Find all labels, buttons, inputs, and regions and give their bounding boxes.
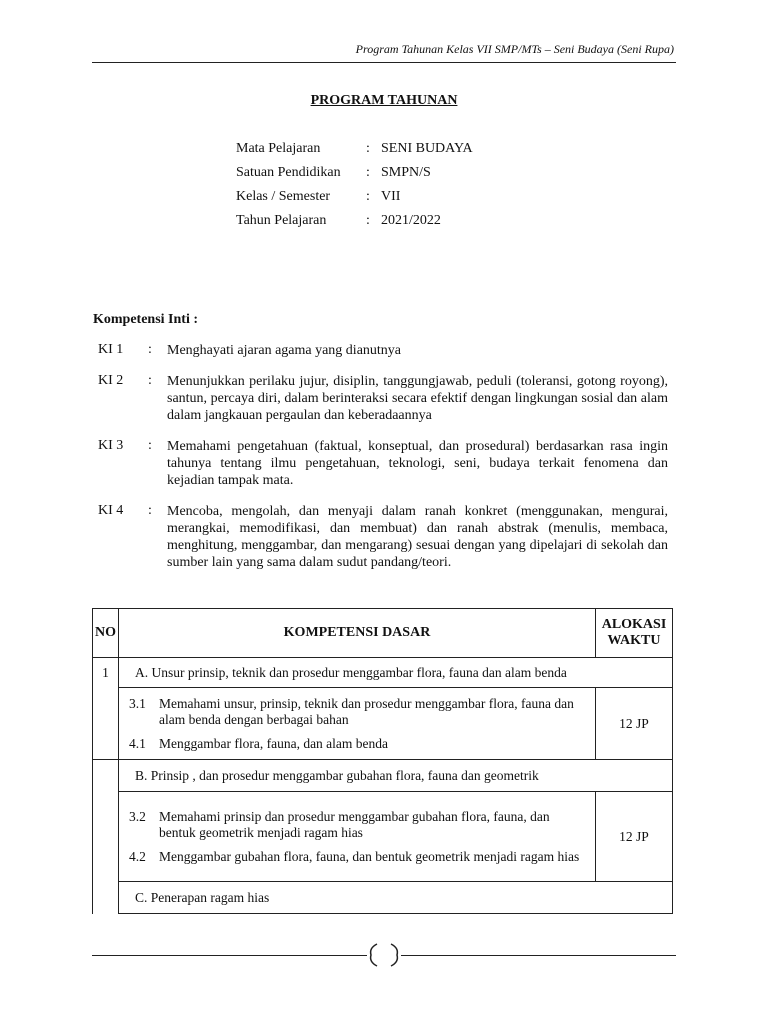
row-number-empty [93, 760, 119, 914]
kompetensi-dasar-table [92, 608, 673, 914]
info-separator: : [366, 141, 370, 156]
header-alokasi-waktu: ALOKASI WAKTU [596, 609, 673, 658]
group-title-a: A. Unsur prinsip, teknik dan prosedur menggambar flora, fauna dan alam benda [119, 658, 673, 688]
page-number-brace-icon [364, 940, 404, 970]
header-no: NO [93, 609, 119, 658]
info-value: SENI BUDAYA [381, 141, 473, 156]
ki-code: KI 4 [98, 503, 124, 518]
info-separator: : [366, 189, 370, 204]
ki-text: Menunjukkan perilaku jujur, disiplin, tanggungjawab, peduli (toleransi, gotong royong), santun, percaya diri, dalam berinteraksi secara efektif dengan lingkungan sosial dan alam dalam jangkauan pergaulan dan keberadaannya [167, 374, 668, 423]
ki-item-2 [98, 373, 668, 424]
info-separator: : [366, 213, 370, 228]
document-title-text: PROGRAM TAHUNAN [310, 93, 458, 108]
info-label: Kelas / Semester [236, 189, 331, 204]
kd-item [129, 736, 585, 752]
kompetensi-inti-heading: Kompetensi Inti : [93, 312, 198, 327]
document-title [0, 93, 768, 109]
kd-number: 4.2 [129, 848, 146, 864]
ki-code: KI 1 [98, 342, 124, 357]
table-header-row [93, 609, 673, 658]
running-header: Program Tahunan Kelas VII SMP/MTs – Seni Budaya (Seni Rupa) [355, 42, 674, 56]
kd-text: Memahami unsur, prinsip, teknik dan prosedur menggambar flora, fauna dan alam benda dengan berbagai bahan [159, 695, 574, 727]
ki-text: Memahami pengetahuan (faktual, konseptual, dan prosedural) berdasarkan rasa ingin tahunya tentang ilmu pengetahuan, teknologi, seni, budaya terkait fenomena dan kejadian tampak mata. [167, 439, 668, 488]
kd-text: Menggambar flora, fauna, dan alam benda [159, 735, 389, 751]
info-separator: : [366, 165, 370, 180]
ki-item-4 [98, 503, 668, 571]
kd-text: Memahami prinsip dan prosedur menggambar gubahan flora, fauna, dan bentuk geometrik menjadi ragam hias [159, 808, 550, 840]
info-value: 2021/2022 [381, 213, 441, 228]
kd-number: 3.2 [129, 808, 146, 824]
group-title-c: C. Penerapan ragam hias [119, 882, 673, 914]
table-row [93, 760, 673, 792]
kd-number: 3.1 [129, 695, 146, 711]
header-rule [92, 62, 676, 63]
ki-separator: : [148, 342, 152, 357]
info-label: Tahun Pelajaran [236, 213, 327, 228]
table-row [93, 882, 673, 914]
time-allocation: 12 JP [596, 688, 673, 760]
info-value: VII [381, 189, 401, 204]
kd-cell-a [119, 688, 596, 760]
info-label: Mata Pelajaran [236, 141, 321, 156]
info-label: Satuan Pendidikan [236, 165, 341, 180]
table-row [93, 658, 673, 688]
ki-text: Menghayati ajaran agama yang dianutnya [167, 343, 402, 358]
ki-item-1 [98, 342, 668, 359]
footer-rule-left [92, 955, 367, 956]
ki-code: KI 3 [98, 438, 124, 453]
kd-item [129, 696, 585, 728]
table-row [93, 792, 673, 882]
kd-text: Menggambar gubahan flora, fauna, dan bentuk geometrik menjadi ragam hias [159, 848, 580, 864]
time-allocation: 12 JP [596, 792, 673, 882]
row-number: 1 [93, 658, 119, 760]
kd-item [129, 809, 585, 841]
ki-code: KI 2 [98, 373, 124, 388]
ki-separator: : [148, 503, 152, 518]
ki-text: Mencoba, mengolah, dan menyaji dalam ranah konkret (menggunakan, mengurai, merangkai, memodifikasi, dan membuat) dan ranah abstrak (menulis, membaca, menghitung, menggambar, dan mengarang) sesuai dengan yang dipelajari di sekolah dan sumber lain yang sama dalam sudut pandang/teori. [167, 504, 668, 570]
kd-item [129, 849, 585, 865]
ki-separator: : [148, 438, 152, 453]
ki-item-3 [98, 438, 668, 489]
footer-rule-right [401, 955, 676, 956]
group-title-b: B. Prinsip , dan prosedur menggambar gubahan flora, fauna dan geometrik [119, 760, 673, 792]
header-kompetensi-dasar: KOMPETENSI DASAR [119, 609, 596, 658]
ki-separator: : [148, 373, 152, 388]
info-value: SMPN/S [381, 165, 431, 180]
kd-cell-b [119, 792, 596, 882]
table-row [93, 688, 673, 760]
kd-number: 4.1 [129, 735, 146, 751]
